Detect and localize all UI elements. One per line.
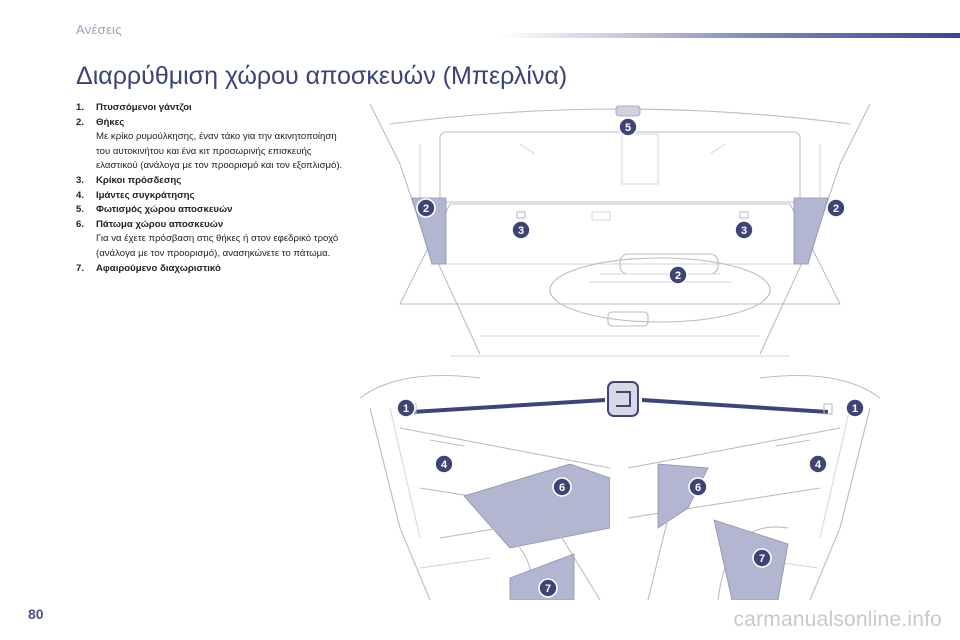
legend-item-5 xyxy=(76,203,348,218)
svg-text:2: 2 xyxy=(422,203,430,215)
legend-label: Πάτωμα χώρου αποσκευών xyxy=(96,218,224,230)
svg-text:3: 3 xyxy=(740,225,748,237)
legend-number: 3. xyxy=(76,174,85,186)
svg-text:1: 1 xyxy=(402,403,410,415)
header-bar xyxy=(500,33,960,38)
legend-label: Ιμάντες συγκράτησης xyxy=(96,189,195,201)
legend-description: Με κρίκο ρυμούλκησης, έναν τάκο για την ακινητοποίηση του αυτοκινήτου και ένα κιτ προσωρινής επισκευής ελαστικού (ανάλογα με τον προορισμό και τον εξοπλισμό). xyxy=(96,131,343,172)
page-title: Διαρρύθμιση χώρου αποσκευών (Μπερλίνα) xyxy=(76,62,568,90)
callout-5 xyxy=(619,118,637,136)
trunk-detail-left-illustration xyxy=(360,368,610,600)
trunk-floor-panel xyxy=(464,464,610,548)
callout-3-left xyxy=(512,221,530,239)
legend-label: Φωτισμός χώρου αποσκευών xyxy=(96,204,233,216)
svg-text:6: 6 xyxy=(558,482,566,494)
legend-description: Για να έχετε πρόσβαση στις θήκες ή στον εφεδρικό τροχό (ανάλογα με τον προορισμό), ανασηκώνετε το πάτωμα. xyxy=(96,233,339,259)
removable-divider-right xyxy=(714,520,788,600)
trunk-light-icon xyxy=(616,106,640,116)
legend-label: Πτυσσόμενοι γάντζοι xyxy=(96,102,192,113)
svg-text:4: 4 xyxy=(814,459,822,471)
callout-1-right xyxy=(846,399,864,417)
watermark: carmanualsonline.info xyxy=(733,608,942,631)
lashing-ring-right xyxy=(740,212,748,218)
svg-text:4: 4 xyxy=(440,459,448,471)
callout-2-center xyxy=(669,266,687,284)
legend-item-4 xyxy=(76,189,348,204)
legend-item-1 xyxy=(76,101,348,116)
legend-number: 4. xyxy=(76,189,85,201)
legend-label: Θήκες xyxy=(96,116,125,128)
callout-3-right xyxy=(735,221,753,239)
trunk-overview-illustration xyxy=(360,104,880,366)
svg-text:5: 5 xyxy=(624,122,632,134)
callout-4-right xyxy=(809,455,827,473)
svg-text:2: 2 xyxy=(674,270,682,282)
callout-7-right xyxy=(753,549,771,567)
svg-text:6: 6 xyxy=(694,482,702,494)
legend-list xyxy=(76,101,348,276)
legend-label: Αφαιρούμενο διαχωριστικό xyxy=(96,262,221,274)
lashing-ring-left xyxy=(517,212,525,218)
svg-text:7: 7 xyxy=(544,583,552,595)
legend-number: 7. xyxy=(76,262,85,274)
legend-label: Κρίκοι πρόσδεσης xyxy=(96,174,182,186)
callout-4-left xyxy=(435,455,453,473)
callout-6-left xyxy=(553,478,571,496)
callout-7-left xyxy=(539,579,557,597)
trunk-detail-right-illustration xyxy=(628,368,880,600)
side-storage-panel-right xyxy=(794,198,828,264)
legend-number: 2. xyxy=(76,116,85,128)
legend-number: 1. xyxy=(76,102,85,113)
svg-text:7: 7 xyxy=(758,553,766,565)
legend-item-6 xyxy=(76,218,348,262)
callout-2-left xyxy=(417,199,435,217)
legend-item-2 xyxy=(76,116,348,174)
svg-text:3: 3 xyxy=(517,225,525,237)
legend-item-3 xyxy=(76,174,348,189)
svg-text:2: 2 xyxy=(832,203,840,215)
legend-number: 6. xyxy=(76,218,85,230)
svg-text:1: 1 xyxy=(851,403,859,415)
legend-item-7 xyxy=(76,262,348,277)
callout-6-right xyxy=(689,478,707,496)
page-number: 80 xyxy=(28,606,44,622)
section-label: Ανέσεις xyxy=(76,22,122,37)
legend-number: 5. xyxy=(76,204,85,216)
callout-2-right xyxy=(827,199,845,217)
callout-1-left xyxy=(397,399,415,417)
